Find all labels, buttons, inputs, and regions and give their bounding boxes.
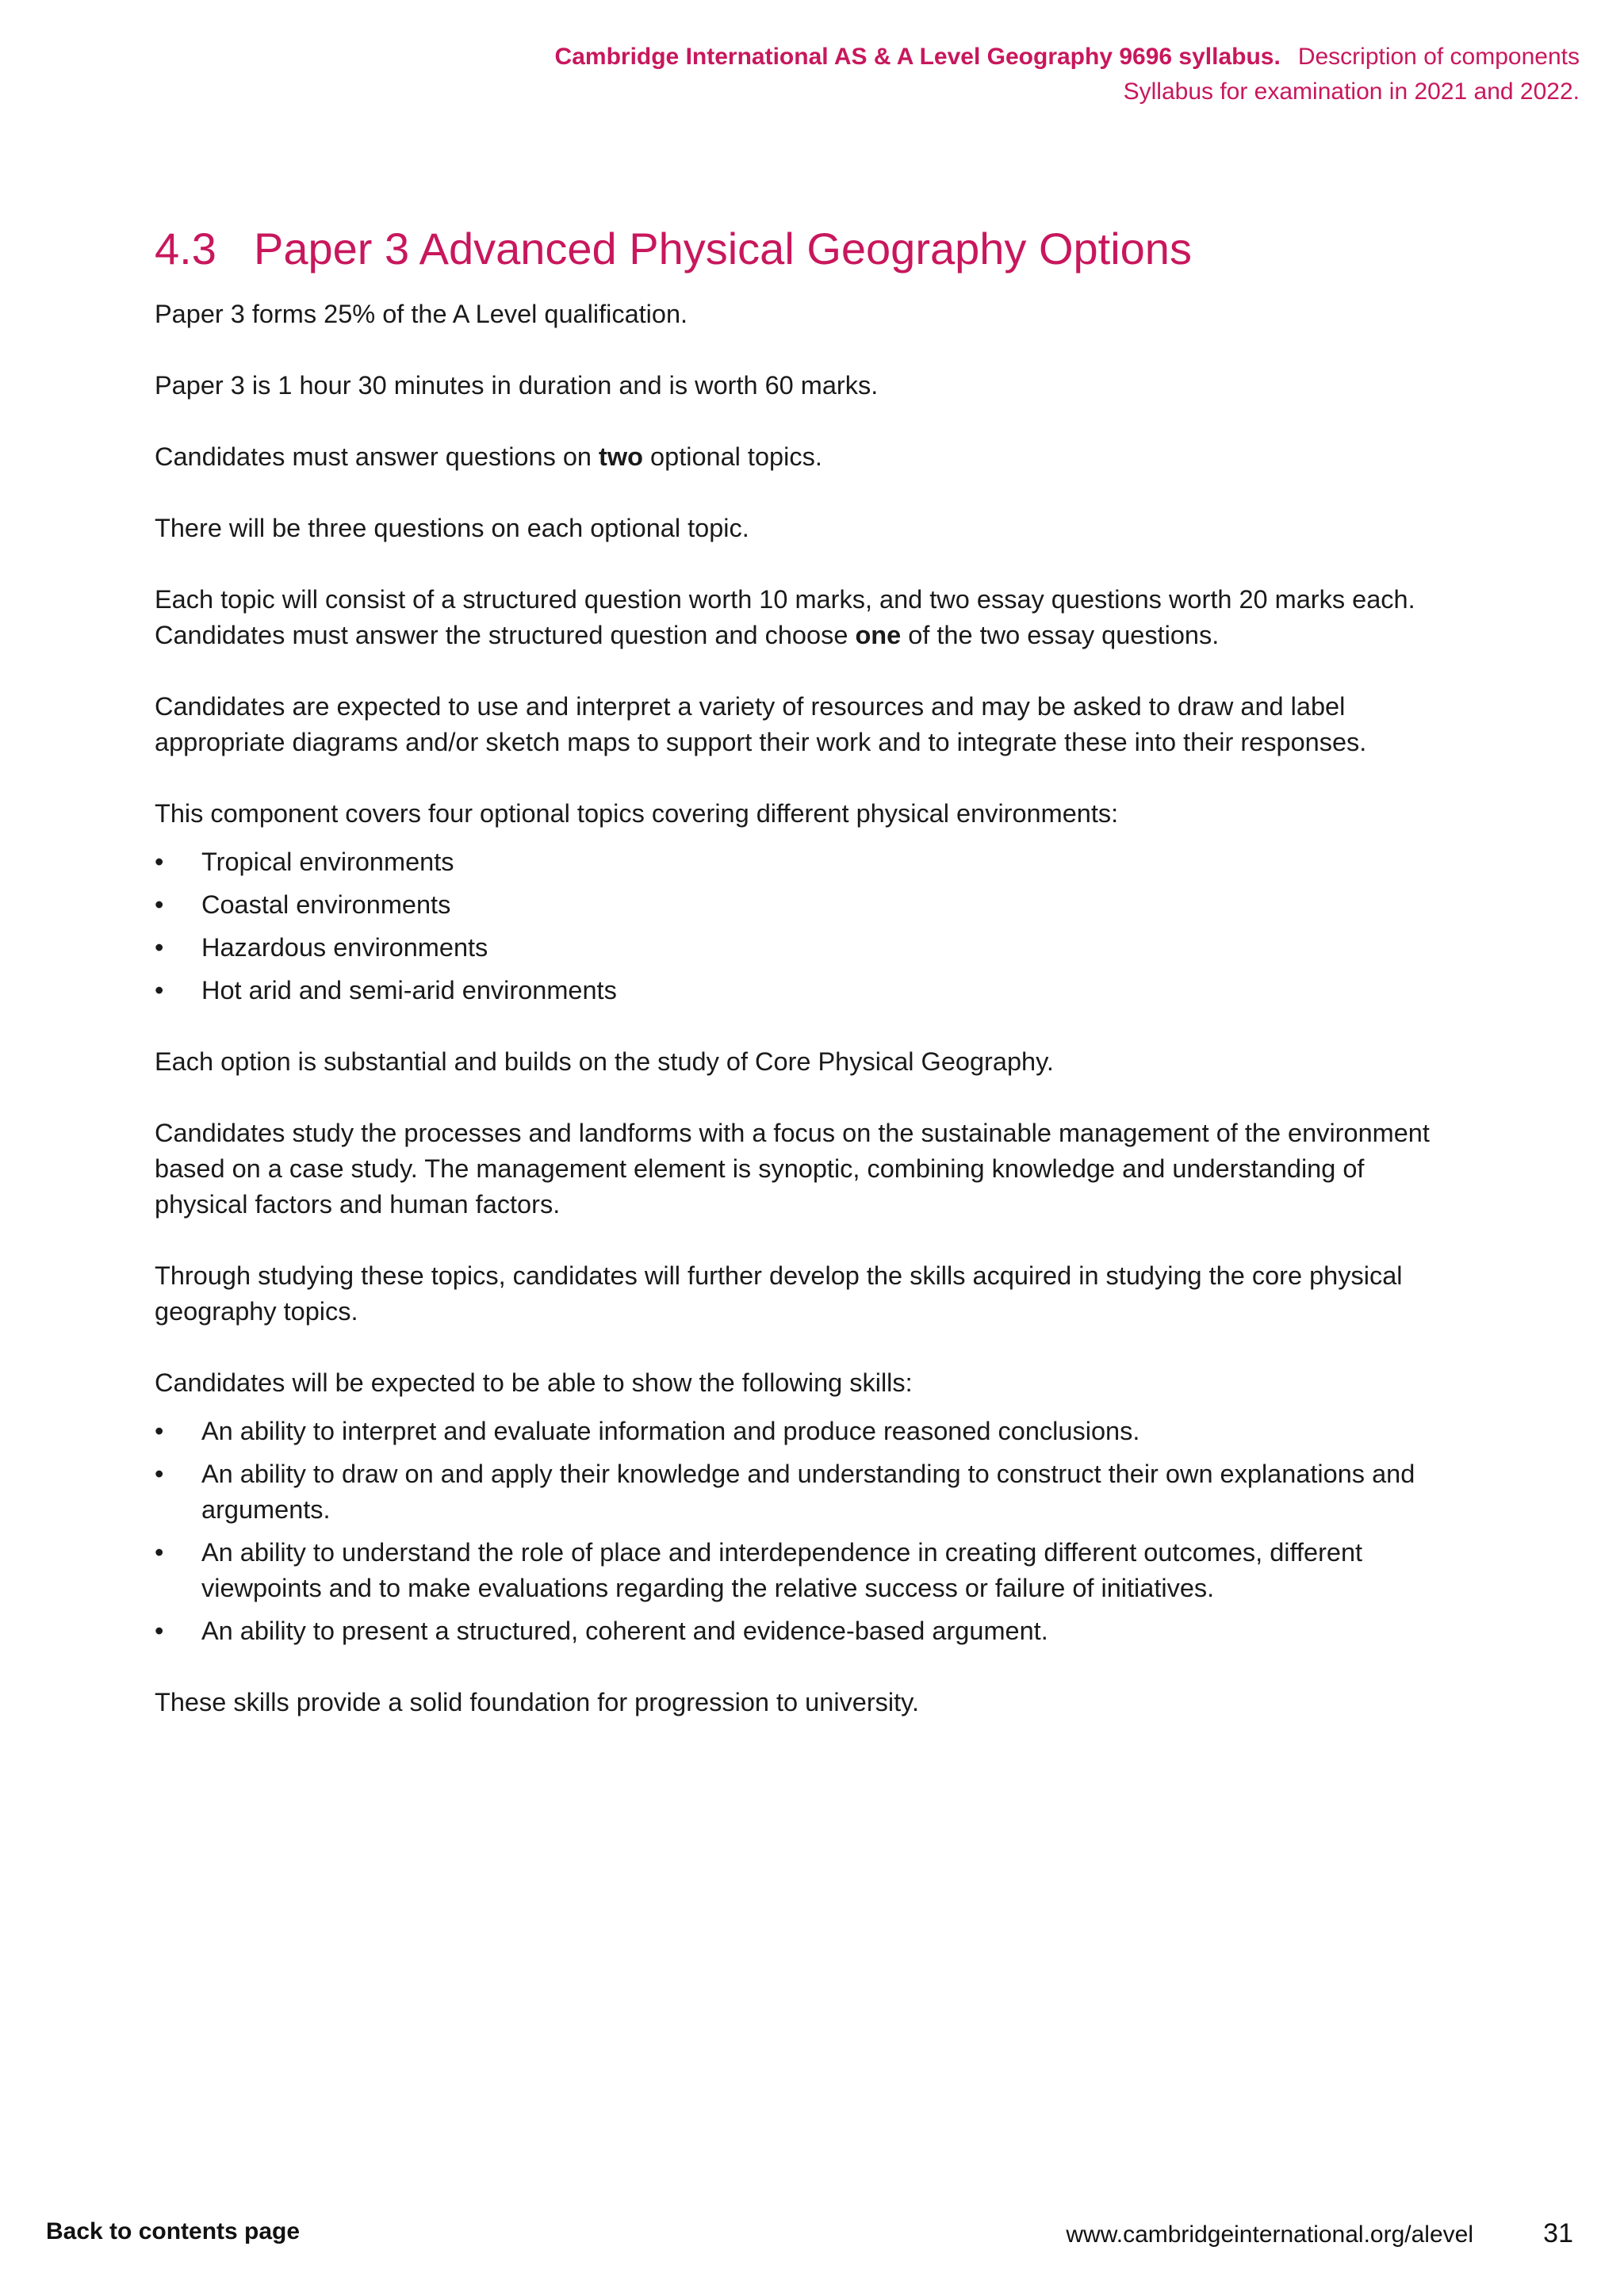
list-item: • An ability to present a structured, coherent and evidence-based argument.: [155, 1613, 1463, 1649]
paragraph-structure: [155, 582, 1463, 653]
website-link[interactable]: www.cambridgeinternational.org/alevel: [1066, 2221, 1473, 2248]
skills-list: [155, 1414, 1463, 1649]
paragraph-questions: There will be three questions on each optional topic.: [155, 514, 749, 542]
paragraph-resources: Candidates are expected to use and interpret a variety of resources and may be asked to draw and label appropriate diagrams and/or sketch maps to support their work and to integrate these into their responses.: [155, 692, 1367, 756]
back-to-contents-link[interactable]: Back to contents page: [46, 2218, 301, 2244]
paragraph-options: Each option is substantial and builds on the study of Core Physical Geography.: [155, 1047, 1054, 1076]
emphasis-text: two: [599, 442, 644, 471]
paragraph-topics-count: [155, 439, 1463, 475]
list-item: • An ability to understand the role of place and interdependence in creating different outcomes, different viewpoints and to make evaluations regarding the relative success or failure of initiatives.: [155, 1535, 1463, 1606]
paragraph-topics-intro: This component covers four optional topics covering different physical environments:: [155, 799, 1119, 828]
section-heading: [155, 222, 1463, 276]
page-header: [555, 40, 1580, 109]
topics-list: [155, 844, 1463, 1008]
page-number: 31: [1543, 2218, 1573, 2248]
main-content: [155, 222, 1463, 1756]
paragraph-duration: Paper 3 is 1 hour 30 minutes in duration and is worth 60 marks.: [155, 371, 879, 400]
section-name: Description of components: [1297, 44, 1580, 70]
list-item: • Hazardous environments: [155, 930, 1463, 966]
text-span: optional topics.: [643, 442, 822, 471]
list-item: • Tropical environments: [155, 844, 1463, 880]
list-item: • An ability to interpret and evaluate information and produce reasoned conclusions.: [155, 1414, 1463, 1449]
list-item: • Hot arid and semi-arid environments: [155, 973, 1463, 1008]
syllabus-title: Cambridge International AS & A Level Geography 9696 syllabus.: [554, 44, 1281, 70]
list-item: • Coastal environments: [155, 887, 1463, 923]
paragraph-skills-intro: Candidates will be expected to be able to show the following skills:: [155, 1368, 913, 1397]
section-number: 4.3: [155, 224, 216, 274]
paragraph-development: Through studying these topics, candidates will further develop the skills acquired in studying the core physical geography topics.: [155, 1261, 1403, 1326]
header-subtitle: Syllabus for examination in 2021 and 2022.: [1123, 78, 1580, 105]
list-item: • An ability to draw on and apply their knowledge and understanding to construct their own explanations and arguments.: [155, 1456, 1463, 1528]
text-span: of the two essay questions.: [901, 621, 1220, 649]
section-title: Paper 3 Advanced Physical Geography Options: [254, 224, 1192, 274]
paragraph-weighting: Paper 3 forms 25% of the A Level qualification.: [155, 300, 688, 328]
text-span: Candidates must answer questions on: [155, 442, 599, 471]
emphasis-text: one: [855, 621, 902, 649]
header-line-1: [555, 40, 1580, 75]
paragraph-processes: Candidates study the processes and landforms with a focus on the sustainable management of the environment based on a case study. The management element is synoptic, combining knowledge and understanding of physical factors and human factors.: [155, 1119, 1430, 1219]
text-span: Each topic will consist of a structured question worth 10 marks, and two essay questions worth 20 marks each. Candidates must answer the structured question and choose: [155, 585, 1415, 649]
paragraph-foundation: These skills provide a solid foundation for progression to university.: [155, 1688, 920, 1716]
